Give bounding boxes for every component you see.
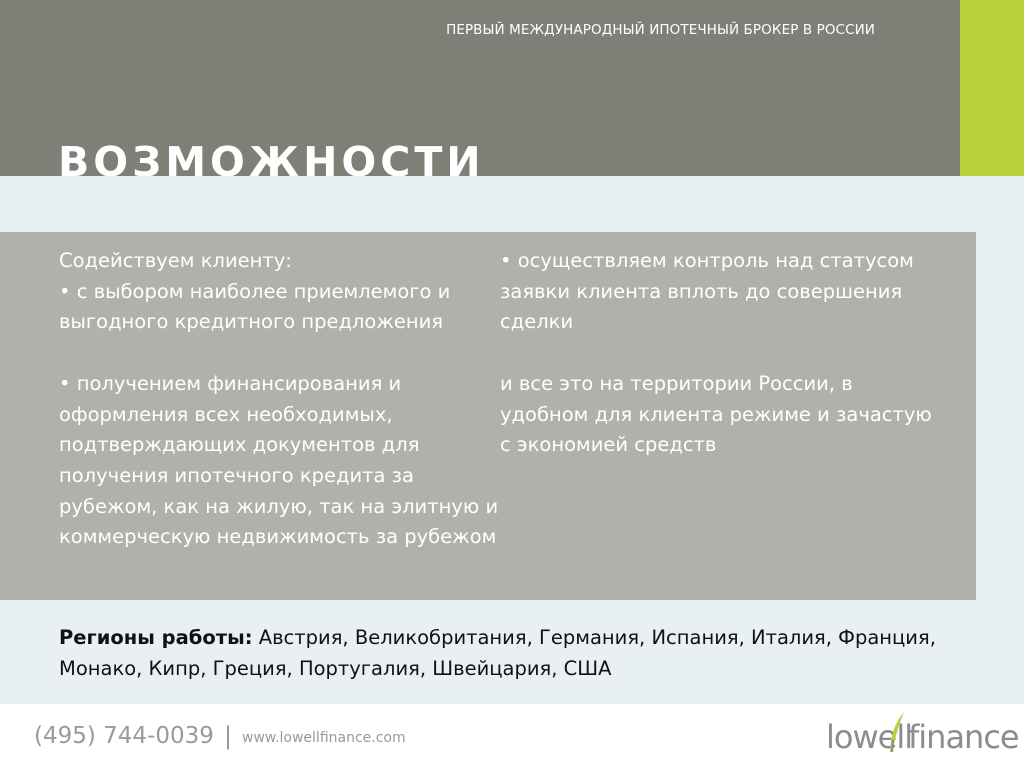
intro-text: Содействуем клиенту: [59,249,292,272]
header-band [0,0,960,176]
regions-label: Регионы работы: [59,626,253,649]
paragraph-spacer [59,338,504,369]
footer [0,704,1024,768]
phone-number: (495) 744-0039 [34,723,214,749]
page-title: ВОЗМОЖНОСТИ [58,138,485,176]
bullet-item: • получением финансирования и оформления всех необходимых, подтверждающих документов для получения ипотечного кредита за рубежом, как на жилую, так на элитную и коммерческую недвижимость за рубежом [59,371,499,549]
logo-word-lowell: lowell [826,718,913,756]
footer-separator: | [224,722,233,750]
bullet-item: • осуществляем контроль над статусом заявки клиента вплоть до совершения сделки [500,249,914,334]
content-left-column [59,246,504,553]
content-right-column [500,246,945,461]
website-link[interactable]: www.lowellfinance.com [242,730,406,746]
bullet-item: • с выбором наиболее приемлемого и выгодного кредитного предложения [59,279,451,334]
company-logo [824,710,1019,756]
regions-list: Австрия, Великобритания, Германия, Испания, Италия, Франция, Монако, Кипр, Греция, Португалия, Швейцария, США [59,626,936,680]
paragraph-spacer [500,338,945,369]
content-panel [0,232,976,600]
summary-text: и все это на территории России, в удобном для клиента режиме и зачастую с экономией средств [500,371,932,457]
leaf-icon [886,710,908,754]
accent-bar [960,0,1024,176]
header-tagline: ПЕРВЫЙ МЕЖДУНАРОДНЫЙ ИПОТЕЧНЫЙ БРОКЕР В РОССИИ [446,22,875,38]
logo-word-finance: finance [908,718,1019,756]
regions-section [59,622,989,684]
